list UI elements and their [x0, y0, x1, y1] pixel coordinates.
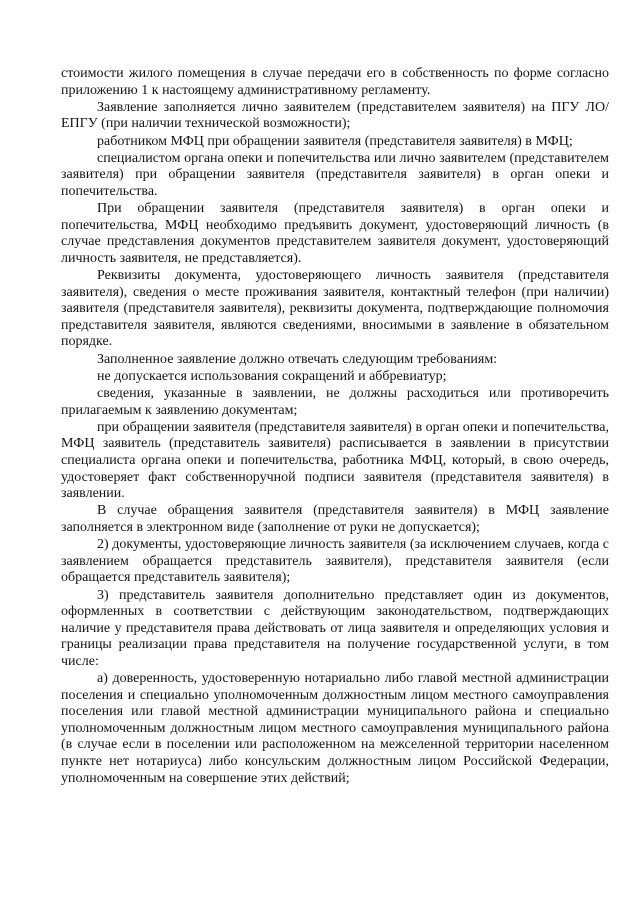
- paragraph-9: сведения, указанные в заявлении, не должны расходиться или противоречить прилагаемым к заявлению документам;: [61, 386, 609, 418]
- paragraph-1: стоимости жилого помещения в случае передачи его в собственность по форме согласно приложению 1 к настоящему административному регламенту.: [61, 66, 609, 98]
- document-page: [61, 66, 609, 788]
- paragraph-4: специалистом органа опеки и попечительства или лично заявителем (представителем заявителя) при обращении заявителя (представителя заявителя) в орган опеки и попечительства.: [61, 150, 609, 199]
- paragraph-7: Заполненное заявление должно отвечать следующим требованиям:: [97, 351, 498, 367]
- paragraph-13: 3) представитель заявителя дополнительно представляет один из документов, оформленных в соответствии с действующим законодательством, подтверждающих наличие у представителя права действовать от лица заявителя и определяющих условия и границы реализации права представителя на получение государственной услуги, в том числе:: [61, 587, 609, 669]
- paragraph-6: Реквизиты документа, удостоверяющего личность заявителя (представителя заявителя), сведения о месте проживания заявителя, контактный телефон (при наличии) заявителя (представителя заявителя), реквизиты документа, подтверждающие полномочия представителя заявителя, являются сведениями, вносимыми в заявление в обязательном порядке.: [61, 268, 609, 350]
- paragraph-5: При обращении заявителя (представителя заявителя) в орган опеки и попечительства, МФЦ необходимо предъявить документ, удостоверяющий личность (в случае представления документов представителем заявителя документ, удостоверяющий личность заявителя, не представляется).: [61, 201, 609, 266]
- paragraph-10: при обращении заявителя (представителя заявителя) в орган опеки и попечительства, МФЦ заявитель (представитель заявителя) расписывается в заявлении в присутствии специалиста органа опеки и попечительства, работника МФЦ, который, в свою очередь, удостоверяет факт собственноручной подписи заявителя (представителя заявителя) в заявлении.: [61, 419, 609, 502]
- paragraph-3: работником МФЦ при обращении заявителя (представителя заявителя) в МФЦ;: [97, 133, 573, 149]
- paragraph-14: а) доверенность, удостоверенную нотариально либо главой местной администрации поселения и специально уполномоченным должностным лицом местного самоуправления поселения или главой местной администрации муниципального района и специально уполномоченным должностным лицом местного самоуправления муниципального района (в случае если в поселении или расположенном на межселенной территории населенном пункте нет нотариуса) либо консульским должностным лицом Российской Федерации, уполномоченным на совершение этих действий;: [61, 671, 609, 786]
- paragraph-12: 2) документы, удостоверяющие личность заявителя (за исключением случаев, когда с заявлением обращается представитель заявителя), представителя заявителя (если обращается представитель заявителя);: [61, 537, 609, 586]
- paragraph-2: Заявление заполняется лично заявителем (представителем заявителя) на ПГУ ЛО/ЕПГУ (при наличии технической возможности);: [61, 99, 609, 132]
- paragraph-11: В случае обращения заявителя (представителя заявителя) в МФЦ заявление заполняется в электронном виде (заполнение от руки не допускается);: [61, 503, 609, 535]
- paragraph-8: не допускается использования сокращений и аббревиатур;: [97, 368, 447, 384]
